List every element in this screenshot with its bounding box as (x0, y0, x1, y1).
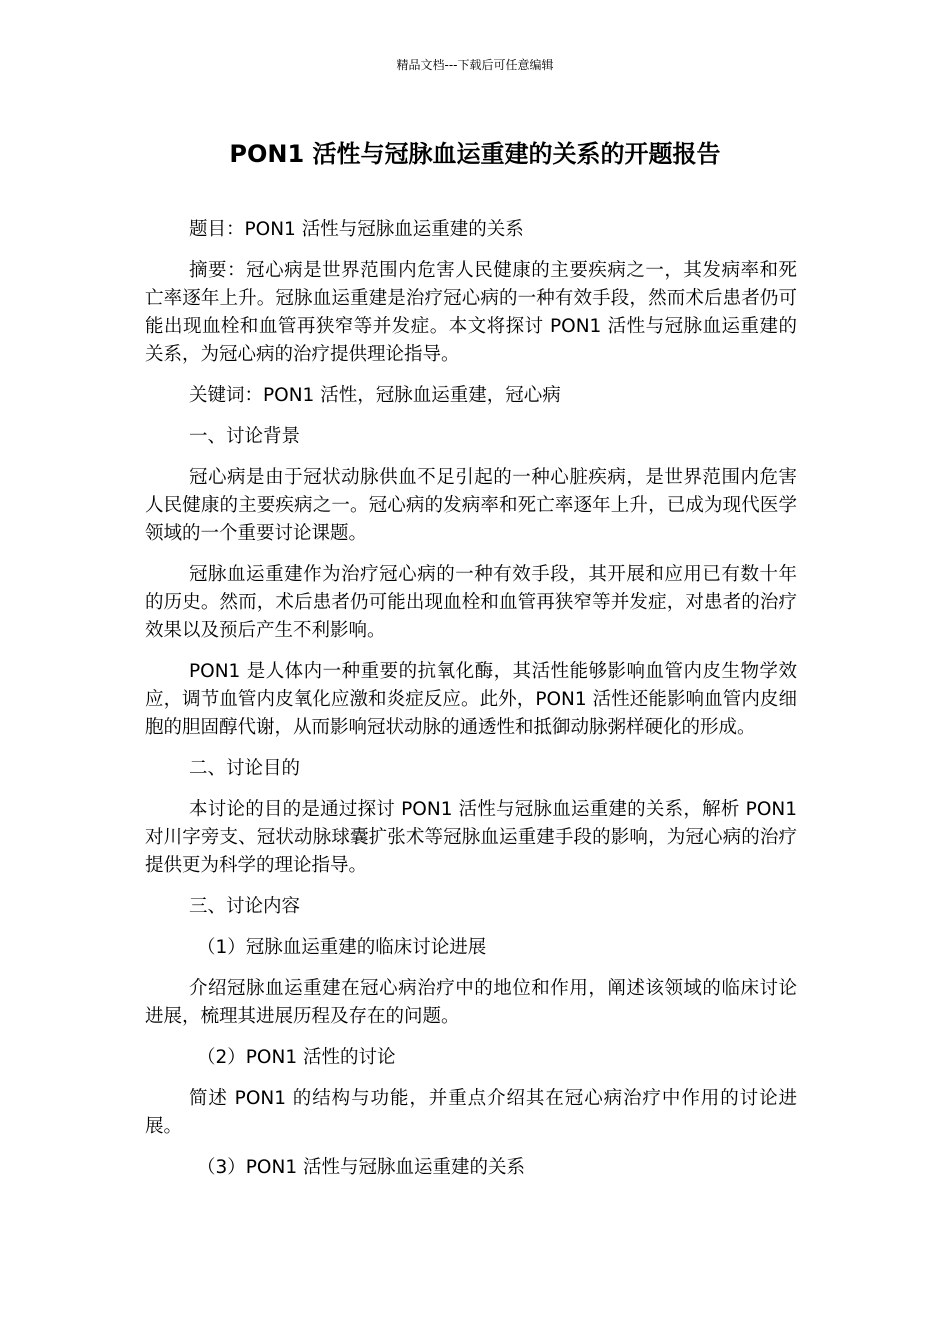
background-paragraph-2: 冠脉血运重建作为治疗冠心病的一种有效手段，其开展和应用已有数十年的历史。然而，术后患者仍可能出现血栓和血管再狭窄等并发症，对患者的治疗效果以及预后产生不利影响。 (145, 564, 797, 641)
subsection-heading-2: （2）PON1 活性的讨论 (197, 1047, 396, 1068)
content-paragraph-2: 简述 PON1 的结构与功能，并重点介绍其在冠心病治疗中作用的讨论进展。 (145, 1088, 797, 1137)
subject-line: 题目：PON1 活性与冠脉血运重建的关系 (189, 219, 524, 240)
page-header-note: 精品文档---下载后可任意编辑 (396, 58, 554, 72)
purpose-paragraph: 本讨论的目的是通过探讨 PON1 活性与冠脉血运重建的关系，解析 PON1 对川字旁支、冠状动脉球囊扩张术等冠脉血运重建手段的影响，为冠心病的治疗提供更为科学的理论指导。 (145, 799, 797, 876)
subsection-heading-3: （3）PON1 活性与冠脉血运重建的关系 (197, 1157, 525, 1178)
document-title: PON1 活性与冠脉血运重建的关系的开题报告 (229, 140, 721, 168)
section-heading-purpose: 二、讨论目的 (189, 758, 301, 779)
subsection-heading-1: （1）冠脉血运重建的临床讨论进展 (197, 937, 487, 958)
section-heading-content: 三、讨论内容 (189, 896, 301, 917)
abstract-paragraph: 摘要：冠心病是世界范围内危害人民健康的主要疾病之一，其发病率和死亡率逐年上升。冠脉血运重建是治疗冠心病的一种有效手段，然而术后患者仍可能出现血栓和血管再狭窄等并发症。本文将探讨 PON1 活性与冠脉血运重建的关系，为冠心病的治疗提供理论指导。 (145, 260, 797, 365)
keywords-line: 关键词：PON1 活性，冠脉血运重建，冠心病 (189, 385, 561, 406)
section-heading-background: 一、讨论背景 (189, 426, 301, 447)
content-paragraph-1: 介绍冠脉血运重建在冠心病治疗中的地位和作用，阐述该领域的临床讨论进展，梳理其进展历程及存在的问题。 (145, 978, 797, 1027)
document-body (145, 216, 797, 1195)
background-paragraph-1: 冠心病是由于冠状动脉供血不足引起的一种心脏疾病，是世界范围内危害人民健康的主要疾病之一。冠心病的发病率和死亡率逐年上升，已成为现代医学领域的一个重要讨论课题。 (145, 467, 797, 544)
background-paragraph-3: PON1 是人体内一种重要的抗氧化酶，其活性能够影响血管内皮生物学效应，调节血管内皮氧化应激和炎症反应。此外，PON1 活性还能影响血管内皮细胞的胆固醇代谢，从而影响冠状动脉的通透性和抵御动脉粥样硬化的形成。 (145, 661, 797, 738)
